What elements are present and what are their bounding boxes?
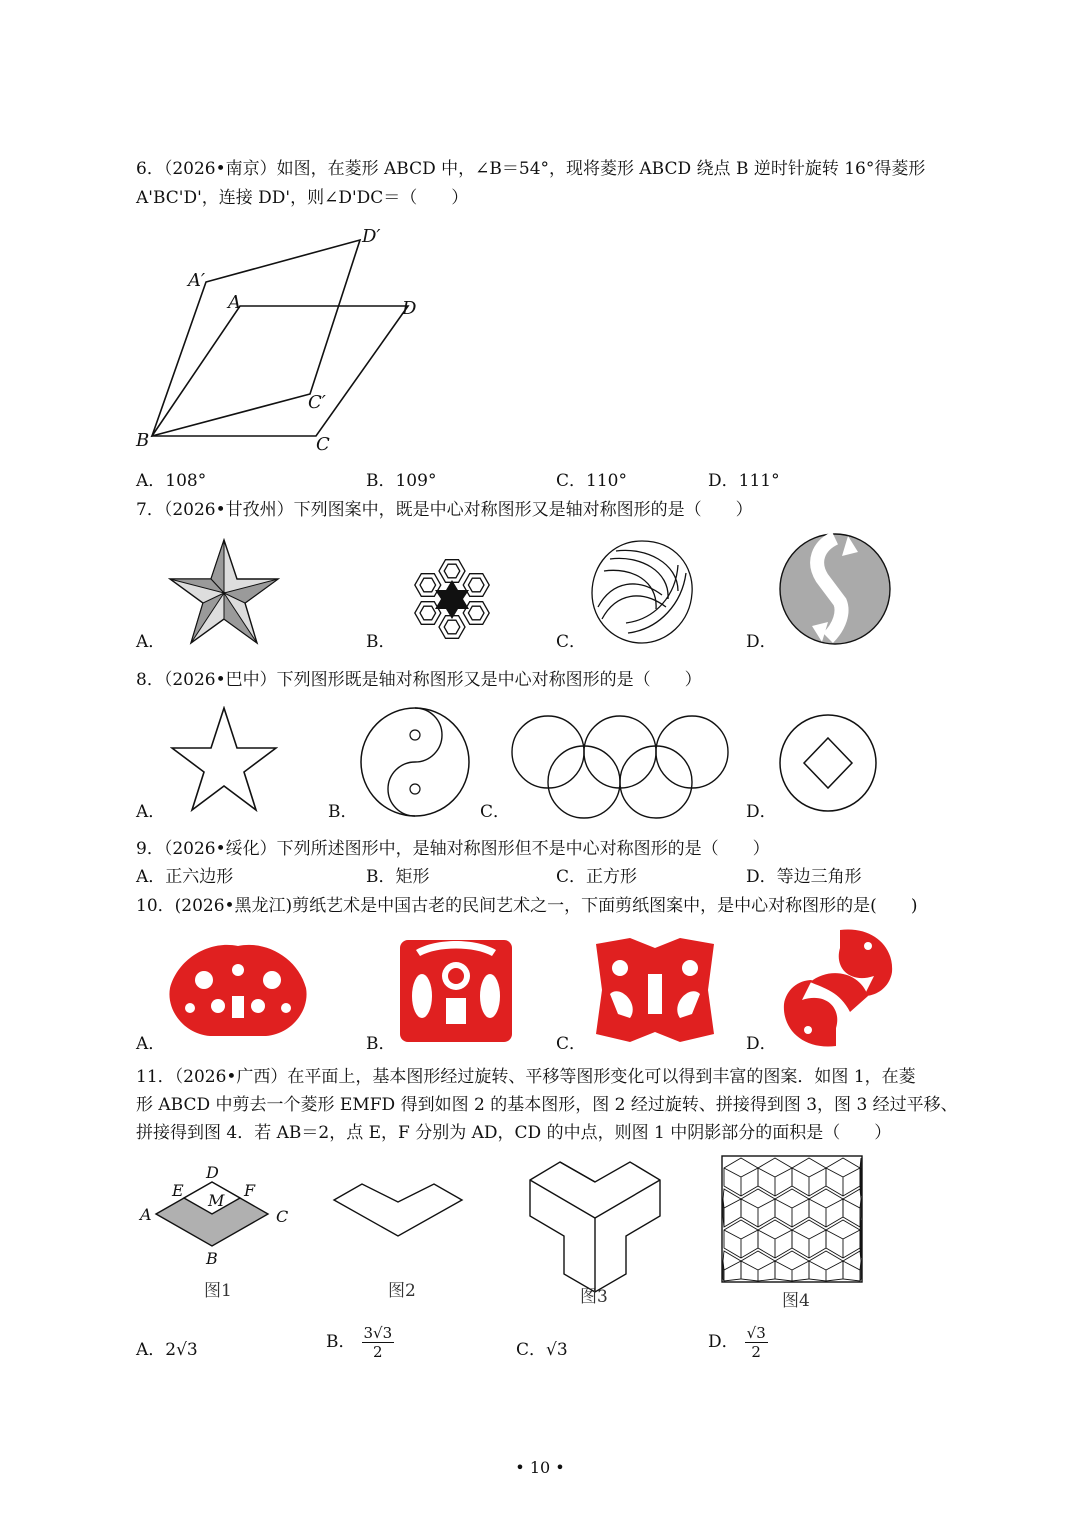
- star-3d-figure: [168, 538, 280, 646]
- fig2-caption: 图2: [388, 1281, 416, 1301]
- fig3-rotated-shape: [520, 1152, 670, 1310]
- hexagon-star-figure: [396, 548, 508, 648]
- hexagon-tile: [415, 602, 441, 625]
- q11-option-b-fraction: [362, 1324, 395, 1361]
- hexagon-tile: [463, 574, 489, 597]
- star-outline-figure: [170, 706, 278, 812]
- q11-option-d[interactable]: [708, 1324, 768, 1361]
- label-d: D: [402, 298, 417, 319]
- fig1-label-c: C: [276, 1207, 289, 1226]
- q11-option-b-numerator: 3√3: [363, 1324, 393, 1342]
- q11-option-c[interactable]: [516, 1338, 568, 1362]
- q11-option-a-label: A．: [136, 1340, 166, 1360]
- papercut-d-figure: [780, 926, 896, 1050]
- q11-text-line3: 拼接得到图 4．若 AB＝2，点 E，F 分别为 AD，CD 的中点，则图 1 中阴影部分的面积是（ ）: [136, 1123, 892, 1143]
- label-a-prime: A′: [188, 270, 206, 291]
- fig1-label-f: F: [244, 1181, 256, 1200]
- q8-option-a[interactable]: A．: [136, 802, 166, 822]
- q10-option-a[interactable]: A．: [136, 1034, 166, 1054]
- label-c: C: [316, 434, 330, 455]
- swirl-circle-figure: [586, 537, 698, 647]
- q11-option-b-denominator: 2: [373, 1343, 383, 1361]
- q9-option-d[interactable]: D．等边三角形: [746, 867, 862, 887]
- fig1-label-b: B: [206, 1249, 218, 1268]
- q6-text-line2: A'BC'D'，连接 DD'，则∠D'DC＝（ ）: [136, 188, 469, 208]
- q7-option-b[interactable]: B．: [366, 632, 396, 652]
- q6-option-c[interactable]: C．110°: [556, 471, 627, 491]
- fig1-label-m: M: [208, 1191, 225, 1210]
- q6-option-d[interactable]: D．111°: [708, 471, 780, 491]
- fig4-tiling: [720, 1154, 866, 1314]
- q8-option-c[interactable]: C．: [480, 802, 511, 822]
- hexagon-tile: [420, 606, 436, 620]
- q6-text-line1: 6．（2026•南京）如图，在菱形 ABCD 中，∠B＝54°，现将菱形 ABCD 绕点 B 逆时针旋转 16°得菱形: [136, 159, 926, 179]
- fig1-label-e: E: [172, 1181, 184, 1200]
- fig4-caption: 图4: [782, 1291, 810, 1311]
- q8-text: 8．（2026•巴中）下列图形既是轴对称图形又是中心对称图形的是（ ）: [136, 670, 702, 690]
- q11-text-line1: 11．（2026•广西）在平面上，基本图形经过旋转、平移等图形变化可以得到丰富的图案．如图 1，在菱: [136, 1067, 916, 1087]
- q10-option-d[interactable]: D．: [746, 1034, 777, 1054]
- q11-option-d-fraction: [745, 1324, 768, 1361]
- q9-option-a[interactable]: A．正六边形: [136, 867, 234, 887]
- q11-option-d-numerator: √3: [746, 1324, 766, 1342]
- q8-option-b[interactable]: B．: [328, 802, 358, 822]
- q7-option-c[interactable]: C．: [556, 632, 587, 652]
- label-d-prime: D′: [362, 226, 381, 247]
- olympic-rings-figure: [508, 714, 730, 820]
- hexagon-tile: [468, 606, 484, 620]
- hexagon-tile: [415, 574, 441, 597]
- coin-figure: [778, 712, 878, 814]
- fig3-caption: 图3: [580, 1287, 608, 1307]
- papercut-c-figure: [590, 934, 720, 1046]
- q11-option-a[interactable]: [136, 1338, 198, 1362]
- q11-option-b-label: B．: [326, 1332, 356, 1352]
- q11-option-c-label: C．: [516, 1340, 547, 1360]
- label-c-prime: C′: [308, 392, 326, 413]
- fig1-caption: 图1: [204, 1281, 232, 1301]
- q11-text-line2: 形 ABCD 中剪去一个菱形 EMFD 得到如图 2 的基本图形，图 2 经过旋转、拼接得到图 3，图 3 经过平移、: [136, 1095, 958, 1115]
- fig1-label-d: D: [206, 1163, 219, 1182]
- q9-option-c[interactable]: C．正方形: [556, 867, 638, 887]
- fig1-label-a: A: [140, 1205, 152, 1224]
- q6-option-a[interactable]: A．108°: [136, 471, 207, 491]
- q10-option-b[interactable]: B．: [366, 1034, 396, 1054]
- label-b: B: [136, 430, 150, 451]
- q11-option-d-denominator: 2: [751, 1343, 761, 1361]
- q7-option-d[interactable]: D．: [746, 632, 777, 652]
- yin-yang-figure: [358, 706, 472, 818]
- q6-option-b[interactable]: B．109°: [366, 471, 437, 491]
- q7-option-a[interactable]: A．: [136, 632, 166, 652]
- q10-text: 10．(2026•黑龙江)剪纸艺术是中国古老的民间艺术之一，下面剪纸图案中，是中心对称图形的是( ): [136, 896, 918, 916]
- hexagon-tile: [420, 578, 436, 592]
- s-circle-figure: [778, 532, 892, 646]
- q11-option-b[interactable]: [326, 1324, 394, 1361]
- hexagon-tile: [463, 602, 489, 625]
- q11-option-d-label: D．: [708, 1332, 739, 1352]
- q10-option-c[interactable]: C．: [556, 1034, 587, 1054]
- q9-text: 9．（2026•绥化）下列所述图形中，是轴对称图形但不是中心对称图形的是（ ）: [136, 839, 770, 859]
- label-a: A: [228, 292, 241, 313]
- hexagon-tile: [439, 560, 465, 583]
- q6-rhombus-figure: [130, 220, 430, 460]
- papercut-b-figure: [396, 936, 516, 1046]
- hexagon-tile: [468, 578, 484, 592]
- q8-option-d[interactable]: D．: [746, 802, 777, 822]
- rhombus-abcd-prime: [152, 240, 360, 436]
- hexagon-tile: [444, 620, 460, 634]
- page-number: • 10 •: [515, 1458, 565, 1477]
- papercut-a-figure: [166, 940, 310, 1040]
- fig2-basic-shape: [326, 1168, 476, 1308]
- q11-option-c-value: √3: [546, 1340, 568, 1360]
- hexagon-tile: [444, 564, 460, 578]
- fig1-rhombus: [136, 1160, 296, 1308]
- q11-option-a-value: 2√3: [165, 1340, 198, 1360]
- q9-option-b[interactable]: B．矩形: [366, 867, 430, 887]
- q7-text: 7．（2026•甘孜州）下列图案中，既是中心对称图形又是轴对称图形的是（ ）: [136, 500, 753, 520]
- hexagon-tile: [439, 616, 465, 639]
